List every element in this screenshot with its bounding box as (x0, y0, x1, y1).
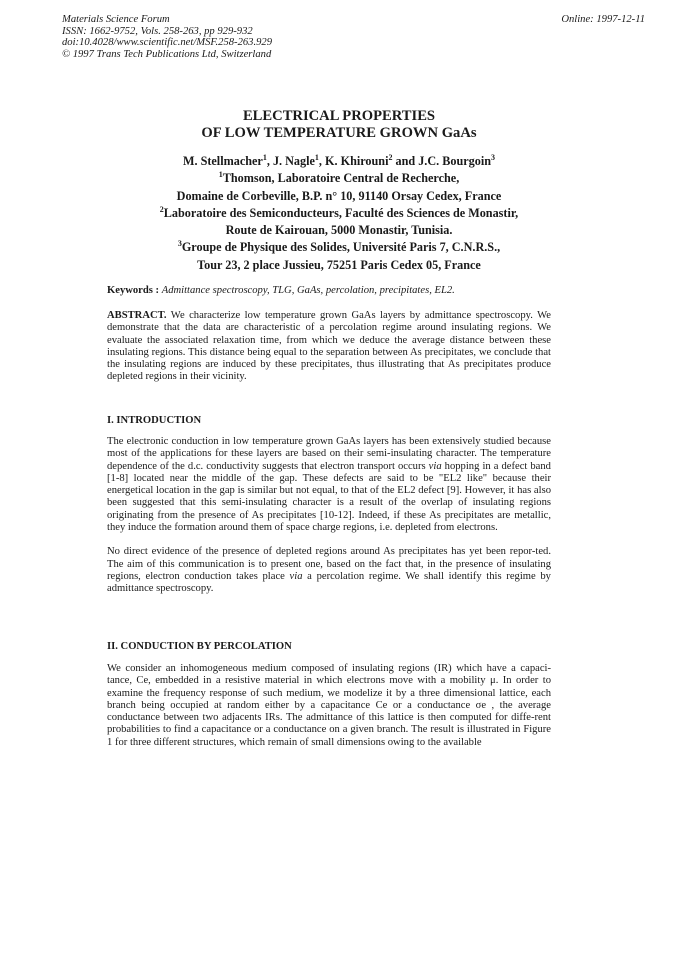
section-heading-percolation: II. CONDUCTION BY PERCOLATION (107, 641, 292, 652)
affiliation-1: $^1$Thomson, Laboratoire Central de Recherche, (218, 170, 460, 186)
affiliation-3: $^3$Groupe de Physique des Solides, Université Paris 7, C.N.R.S., (177, 239, 501, 255)
copyright-line: © 1997 Trans Tech Publications Ltd, Switzerland (62, 49, 272, 61)
affiliation-2: $^2$Laboratoire des Semiconducteurs, Faculté des Sciences de Monastir, (159, 204, 519, 220)
journal-header (62, 14, 272, 61)
abstract-label: ABSTRACT. (107, 310, 167, 321)
abstract-text: We characterize low temperature grown GaAs layers by admittance spectroscopy. We demonstrate that the data are characteristic of a percolation regime around insulating regions. We evaluate the associated relaxation time, from which we deduce the average distance between these insulating regions. This distance being equal to the separation between As precipitates, we conclude that the insulating regions are induced by these precipitates, thus illustrating that As precipitates produce depleted regions in their vicinity. (107, 310, 551, 383)
author-list: M. Stellmacher$^1$, J. Nagle$^1$, K. Khirouni$^2$ and J.C. Bourgoin$^3$ (182, 152, 496, 168)
keywords-label: Keywords : (107, 285, 160, 296)
author-block (0, 153, 678, 274)
abstract (107, 310, 551, 384)
online-date: Online: 1997-12-11 (561, 14, 645, 25)
introduction-body (107, 436, 551, 596)
percolation-body (107, 663, 551, 749)
affiliation-2-address: Route de Kairouan, 5000 Monastir, Tunisia. (225, 223, 453, 238)
keywords-text: Admittance spectroscopy, TLG, GaAs, percolation, precipitates, EL2. (161, 285, 455, 296)
paper-title (0, 108, 678, 142)
intro-paragraph-1: The electronic conduction in low temperature grown GaAs layers has been extensively studied because most of the applications for these layers are based on their semi-insulating character. The temperature dependence of the d.c. conductivity suggests that electron transport occurs via hopping in a defect band [1-8] located near the middle of the gap. These defects are said to be "EL2 like" because their energetical location in the gap is similar but not equal, to that of the EL2 defect [9]. However, it has also been suggested that this semi-insulating character is a result of the overlap of insulating regions originating from the presence of As precipitates [10-12]. Indeed, if these As precipitates are metallic, they induce the formation around them of space charge regions, i.e. depleted from electrons. (107, 436, 551, 534)
section-heading-introduction: I. INTRODUCTION (107, 415, 202, 426)
affiliation-1-address: Domaine de Corbeville, B.P. n° 10, 91140 Orsay Cedex, France (176, 188, 502, 203)
keywords (107, 285, 455, 296)
intro-paragraph-2: No direct evidence of the presence of depleted regions around As precipitates has yet been repor-ted. The aim of this communication is to present one, based on the fact that, in the presence of insulating regions, electron conduction takes place via a percolation regime. We shall identify this regime by admittance spectroscopy. (107, 546, 551, 595)
journal-name: Materials Science Forum (62, 14, 170, 25)
title-line-1: ELECTRICAL PROPERTIES (242, 108, 436, 124)
affiliation-3-address: Tour 23, 2 place Jussieu, 75251 Paris Cedex 05, France (197, 257, 481, 272)
title-line-2: OF LOW TEMPERATURE GROWN GaAs (201, 125, 477, 141)
percolation-paragraph-1: We consider an inhomogeneous medium composed of insulating regions (IR) which have a capaci-tance, Ce, embedded in a resistive material in which electrons move with a mobility μ. In order to examine the frequency response of such medium, we modelize it by a three dimensional lattice, each branch being occupied at random either by a capacitance Ce or a conductance σe , the average conductance between two adjacents IRs. The admittance of this lattice is then computed for diffe-rent probabilities to find a capacitance or a conductance on a given branch. The result is illustrated in Figure 1 for three different structures, which remain of small dimensions owing to the available (107, 663, 551, 748)
issn-line: ISSN: 1662-9752, Vols. 258-263, pp 929-932 (62, 25, 253, 37)
doi-line[interactable]: doi:10.4028/www.scientific.net/MSF.258-263.929 (62, 37, 272, 49)
